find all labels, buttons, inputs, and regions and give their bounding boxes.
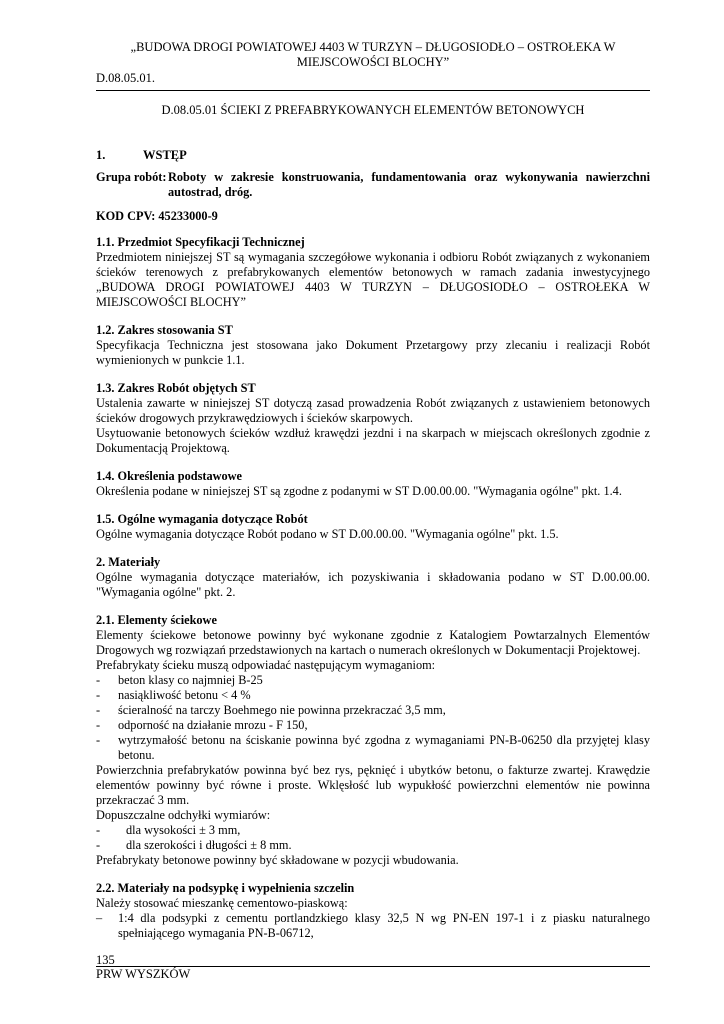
list-item: - dla szerokości i długości ± 8 mm.	[96, 838, 292, 852]
list-item: - beton klasy co najmniej B-25	[96, 673, 263, 687]
section-title: WSTĘP	[143, 148, 187, 162]
header-divider	[96, 90, 650, 91]
cpv-code: KOD CPV: 45233000-9	[96, 209, 218, 223]
document-body	[96, 148, 650, 941]
list-item: – 1:4 dla podsypki z cementu portlandzkiego klasy 32,5 N wg PN-EN 197-1 i z piasku naturalnego spełniającego wymagania PN-B-06712,	[96, 911, 650, 940]
section-2-text: Ogólne wymagania dotyczące materiałów, ich pozyskiwania i składowania podano w ST D.00.00.00. "Wymagania ogólne" pkt. 2.	[96, 570, 650, 599]
list-item: - odporność na działanie mrozu - F 150,	[96, 718, 308, 732]
section-1-5-heading: 1.5. Ogólne wymagania dotyczące Robót	[96, 512, 308, 526]
section-1-heading	[96, 148, 650, 163]
header-code: D.08.05.01.	[96, 71, 156, 85]
section-2-1-heading: 2.1. Elementy ściekowe	[96, 613, 217, 627]
section-2-1-text4: Dopuszczalne odchyłki wymiarów:	[96, 808, 271, 822]
list-item: - wytrzymałość betonu na ściskanie powinna być zgodna z wymaganiami PN-B-06250 dla przyjętej klasy betonu.	[96, 733, 650, 762]
section-1-3-text2: Usytuowanie betonowych ścieków wzdłuż krawędzi jezdni i na skarpach w miejscach określonych zgodnie z Dokumentacją Projektową.	[96, 426, 650, 455]
section-1-4-heading: 1.4. Określenia podstawowe	[96, 469, 242, 483]
header-title-line1: „BUDOWA DROGI POWIATOWEJ 4403 W TURZYN – DŁUGOSIODŁO – OSTROŁEKA W	[130, 40, 616, 54]
section-1-1-text: Przedmiotem niniejszej ST są wymagania szczegółowe wykonania i odbioru Robót związanych z wykonaniem ścieków terenowych z prefabrykowanych elementów betonowych w ramach zadania inwestycyjnego „BUDOWA DROGI POWIATOWEJ 4403 W TURZYN – DŁUGOSIODŁO – OSTROŁEKA W MIEJSCOWOŚCI BLOCHY”	[96, 250, 650, 309]
section-1-3-heading: 1.3. Zakres Robót objętych ST	[96, 381, 256, 395]
document-title: D.08.05.01 ŚCIEKI Z PREFABRYKOWANYCH ELEMENTÓW BETONOWYCH	[161, 103, 585, 117]
section-1-2-text: Specyfikacja Techniczna jest stosowana jako Dokument Przetargowy przy zlecaniu i realizacji Robót wymienionych w punkcie 1.1.	[96, 338, 650, 367]
section-2-1-text5: Prefabrykaty betonowe powinny być składowane w pozycji wbudowania.	[96, 853, 459, 867]
section-2-1-text3: Powierzchnia prefabrykatów powinna być bez rys, pęknięć i ubytków betonu, o fakturze zwartej. Krawędzie elementów powinny być równe i proste. Wklęsłość lub wypukłość powierzchni elementów nie powinna przekraczać 3 mm.	[96, 763, 650, 807]
tolerances-list	[96, 823, 650, 853]
footer-publisher: PRW WYSZKÓW	[96, 967, 191, 981]
section-1-3-text1: Ustalenia zawarte w niniejszej ST dotyczą zasad prowadzenia Robót związanych z ustawieniem betonowych ścieków drogowych przykrawędziowych i ścieków skarpowych.	[96, 396, 650, 425]
header-title	[96, 40, 650, 70]
work-group	[96, 170, 650, 200]
section-1-1-heading: 1.1. Przedmiot Specyfikacji Technicznej	[96, 235, 305, 249]
section-2-2-text1: Należy stosować mieszankę cementowo-piaskową:	[96, 896, 348, 910]
section-2-1-text2: Prefabrykaty ścieku muszą odpowiadać następującym wymaganiom:	[96, 658, 436, 672]
work-group-label: Grupa robót:	[96, 170, 167, 184]
list-item: - ścieralność na tarczy Boehmego nie powinna przekraczać 3,5 mm,	[96, 703, 446, 717]
section-2-2-heading: 2.2. Materiały na podsypkę i wypełnienia szczelin	[96, 881, 355, 895]
list-item: - nasiąkliwość betonu < 4 %	[96, 688, 251, 702]
work-group-text: Roboty w zakresie konstruowania, fundamentowania oraz wykonywania nawierzchni autostrad, dróg.	[168, 170, 650, 199]
requirements-list	[96, 673, 650, 763]
page-number: 135	[96, 953, 115, 967]
section-1-4-text: Określenia podane w niniejszej ST są zgodne z podanymi w ST D.00.00.00. "Wymagania ogólne" pkt. 1.4.	[96, 484, 622, 498]
header-title-line2: MIEJSCOWOŚCI BLOCHY”	[296, 55, 450, 69]
section-1-2-heading: 1.2. Zakres stosowania ST	[96, 323, 233, 337]
section-1-5-text: Ogólne wymagania dotyczące Robót podano w ST D.00.00.00. "Wymagania ogólne" pkt. 1.5.	[96, 527, 559, 541]
section-number: 1.	[96, 148, 106, 162]
section-2-heading: 2. Materiały	[96, 555, 161, 569]
list-item: - dla wysokości ± 3 mm,	[96, 823, 241, 837]
section-2-1-text1: Elementy ściekowe betonowe powinny być wykonane zgodnie z Katalogiem Powtarzalnych Elementów Drogowych wg rozwiązań przedstawionych na kartach o numerach określonych w Dokumentacji Projektowej.	[96, 628, 650, 657]
